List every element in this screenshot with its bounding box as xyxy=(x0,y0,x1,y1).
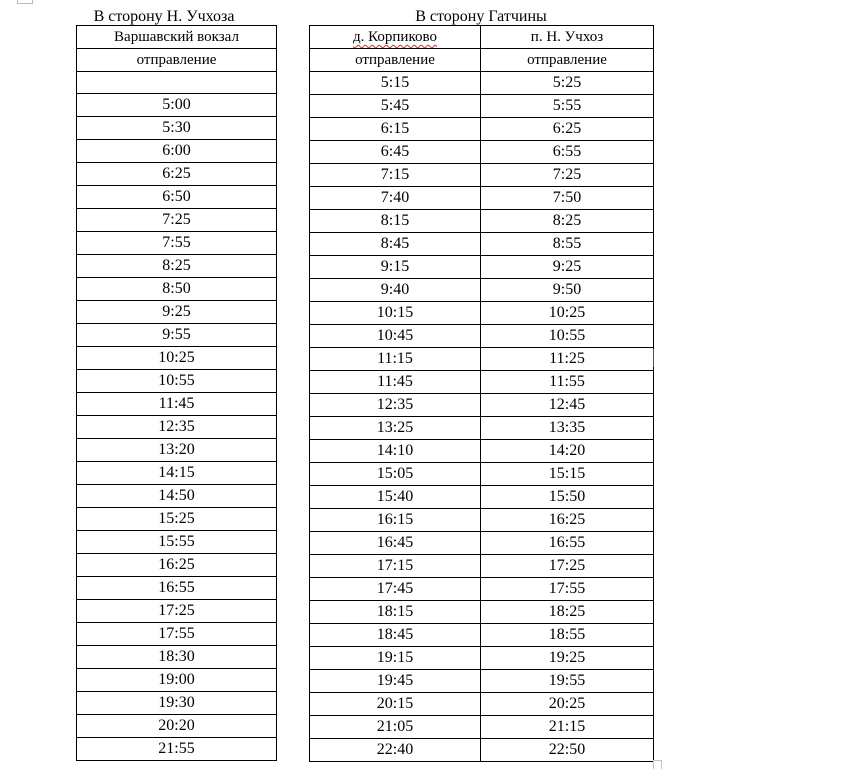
table-row xyxy=(77,393,277,416)
n-uchkhoz-departure-cell: 6:55 xyxy=(481,141,654,164)
table-row xyxy=(310,509,654,532)
n-uchkhoz-departure-cell: 11:25 xyxy=(481,348,654,371)
table-row xyxy=(310,95,654,118)
korpikovo-departure-cell: 9:15 xyxy=(310,256,481,279)
n-uchkhoz-departure-cell: 15:15 xyxy=(481,463,654,486)
table-row xyxy=(77,117,277,140)
departure-time-cell: 10:55 xyxy=(77,370,277,393)
departure-time-cell: 16:55 xyxy=(77,577,277,600)
korpikovo-departure-cell: 19:45 xyxy=(310,670,481,693)
korpikovo-departure-cell: 17:45 xyxy=(310,578,481,601)
table-row xyxy=(310,670,654,693)
station-header-korpikovo xyxy=(310,26,481,49)
korpikovo-departure-cell: 16:45 xyxy=(310,532,481,555)
n-uchkhoz-departure-cell: 14:20 xyxy=(481,440,654,463)
korpikovo-departure-cell: 13:25 xyxy=(310,417,481,440)
table-row xyxy=(77,577,277,600)
table-row xyxy=(310,417,654,440)
table-row xyxy=(310,72,654,95)
table-row xyxy=(310,210,654,233)
table-row xyxy=(310,141,654,164)
table-row xyxy=(310,394,654,417)
departure-time-cell: 5:00 xyxy=(77,94,277,117)
departure-time-cell: 14:50 xyxy=(77,485,277,508)
korpikovo-departure-cell: 21:05 xyxy=(310,716,481,739)
n-uchkhoz-departure-cell: 18:55 xyxy=(481,624,654,647)
table-row xyxy=(77,163,277,186)
station-name-korpikovo: д. Корпиково xyxy=(353,29,437,45)
n-uchkhoz-departure-cell: 7:25 xyxy=(481,164,654,187)
n-uchkhoz-departure-cell: 15:50 xyxy=(481,486,654,509)
departure-time-cell: 11:45 xyxy=(77,393,277,416)
n-uchkhoz-departure-cell: 5:55 xyxy=(481,95,654,118)
departure-time-cell: 12:35 xyxy=(77,416,277,439)
n-uchkhoz-departure-cell: 16:25 xyxy=(481,509,654,532)
korpikovo-departure-cell: 22:40 xyxy=(310,739,481,762)
table-row xyxy=(77,600,277,623)
table-row xyxy=(77,439,277,462)
n-uchkhoz-departure-cell: 7:50 xyxy=(481,187,654,210)
table-row xyxy=(310,302,654,325)
table-subheader-row xyxy=(77,49,277,72)
table-row xyxy=(310,739,654,762)
korpikovo-departure-cell: 5:45 xyxy=(310,95,481,118)
page-margin-marker xyxy=(653,760,662,769)
table-row xyxy=(310,164,654,187)
n-uchkhoz-departure-cell: 17:25 xyxy=(481,555,654,578)
departure-time-cell: 13:20 xyxy=(77,439,277,462)
table-row xyxy=(310,233,654,256)
departure-time-cell: 8:50 xyxy=(77,278,277,301)
table-row xyxy=(77,416,277,439)
korpikovo-departure-cell: 16:15 xyxy=(310,509,481,532)
table-row xyxy=(77,301,277,324)
table-row xyxy=(310,371,654,394)
table-row xyxy=(77,462,277,485)
departure-time-cell: 19:30 xyxy=(77,692,277,715)
table-header-row xyxy=(310,26,654,49)
n-uchkhoz-departure-cell: 12:45 xyxy=(481,394,654,417)
table-row xyxy=(310,578,654,601)
n-uchkhoz-departure-cell: 16:55 xyxy=(481,532,654,555)
korpikovo-departure-cell: 8:15 xyxy=(310,210,481,233)
korpikovo-departure-cell: 20:15 xyxy=(310,693,481,716)
table-row xyxy=(77,715,277,738)
korpikovo-departure-cell: 11:15 xyxy=(310,348,481,371)
table-row xyxy=(77,738,277,761)
departure-time-cell: 17:55 xyxy=(77,623,277,646)
n-uchkhoz-departure-cell: 13:35 xyxy=(481,417,654,440)
n-uchkhoz-departure-cell: 20:25 xyxy=(481,693,654,716)
schedule-table-to-gatchina xyxy=(309,25,654,762)
table-row xyxy=(77,140,277,163)
n-uchkhoz-departure-cell: 5:25 xyxy=(481,72,654,95)
departure-time-cell: 18:30 xyxy=(77,646,277,669)
departure-time-cell: 17:25 xyxy=(77,600,277,623)
table-row xyxy=(77,209,277,232)
table-row xyxy=(310,532,654,555)
departure-time-cell: 7:25 xyxy=(77,209,277,232)
text-cursor xyxy=(653,349,654,367)
korpikovo-departure-cell: 9:40 xyxy=(310,279,481,302)
heading-to-gatchina: В сторону Гатчины xyxy=(415,8,547,25)
korpikovo-departure-cell: 11:45 xyxy=(310,371,481,394)
departure-time-cell: 16:25 xyxy=(77,554,277,577)
korpikovo-departure-cell: 15:40 xyxy=(310,486,481,509)
departure-time-cell xyxy=(77,72,277,94)
korpikovo-departure-cell: 15:05 xyxy=(310,463,481,486)
korpikovo-departure-cell: 17:15 xyxy=(310,555,481,578)
table-row xyxy=(310,555,654,578)
table-row xyxy=(77,347,277,370)
departure-time-cell: 15:55 xyxy=(77,531,277,554)
korpikovo-departure-cell: 7:15 xyxy=(310,164,481,187)
n-uchkhoz-departure-cell: 19:25 xyxy=(481,647,654,670)
departure-label: отправление xyxy=(77,49,277,72)
station-header-varshavsky: Варшавский вокзал xyxy=(77,26,277,49)
table-row xyxy=(77,669,277,692)
departure-time-cell: 14:15 xyxy=(77,462,277,485)
table-header-row xyxy=(77,26,277,49)
n-uchkhoz-departure-cell: 10:25 xyxy=(481,302,654,325)
departure-time-cell: 6:50 xyxy=(77,186,277,209)
table-row xyxy=(310,325,654,348)
korpikovo-departure-cell: 10:45 xyxy=(310,325,481,348)
n-uchkhoz-departure-cell: 21:15 xyxy=(481,716,654,739)
table-row xyxy=(310,463,654,486)
table-row xyxy=(310,716,654,739)
departure-time-cell: 5:30 xyxy=(77,117,277,140)
n-uchkhoz-departure-cell: 11:55 xyxy=(481,371,654,394)
table-row xyxy=(77,324,277,347)
schedule-table-to-n-uchkhoz xyxy=(76,25,277,761)
departure-time-cell: 20:20 xyxy=(77,715,277,738)
korpikovo-departure-cell: 8:45 xyxy=(310,233,481,256)
table-row xyxy=(77,232,277,255)
departure-time-cell: 6:25 xyxy=(77,163,277,186)
table-row xyxy=(77,623,277,646)
n-uchkhoz-departure-cell: 19:55 xyxy=(481,670,654,693)
table-row xyxy=(77,485,277,508)
korpikovo-departure-cell: 6:45 xyxy=(310,141,481,164)
departure-time-cell: 10:25 xyxy=(77,347,277,370)
departure-time-cell: 7:55 xyxy=(77,232,277,255)
korpikovo-departure-cell: 12:35 xyxy=(310,394,481,417)
n-uchkhoz-departure-cell: 18:25 xyxy=(481,601,654,624)
departure-time-cell: 8:25 xyxy=(77,255,277,278)
table-subheader-row xyxy=(310,49,654,72)
korpikovo-departure-cell: 6:15 xyxy=(310,118,481,141)
station-header-n-uchkhoz: п. Н. Учхоз xyxy=(481,26,654,49)
korpikovo-departure-cell: 7:40 xyxy=(310,187,481,210)
table-row xyxy=(77,508,277,531)
page-corner-marker xyxy=(17,0,33,4)
departure-time-cell: 19:00 xyxy=(77,669,277,692)
korpikovo-departure-cell: 10:15 xyxy=(310,302,481,325)
table-row xyxy=(310,279,654,302)
heading-to-n-uchkhoz: В сторону Н. Учхоза xyxy=(93,8,235,25)
departure-time-cell: 6:00 xyxy=(77,140,277,163)
korpikovo-departure-cell: 19:15 xyxy=(310,647,481,670)
table-row xyxy=(310,118,654,141)
table-row xyxy=(77,692,277,715)
table-row xyxy=(77,278,277,301)
korpikovo-departure-cell: 18:15 xyxy=(310,601,481,624)
departure-time-cell: 21:55 xyxy=(77,738,277,761)
n-uchkhoz-departure-cell: 8:55 xyxy=(481,233,654,256)
table-row xyxy=(310,256,654,279)
table-row xyxy=(77,94,277,117)
departure-time-cell: 9:55 xyxy=(77,324,277,347)
table-row xyxy=(77,255,277,278)
table-row xyxy=(310,647,654,670)
table-row xyxy=(310,440,654,463)
korpikovo-departure-cell: 14:10 xyxy=(310,440,481,463)
table-row xyxy=(77,646,277,669)
departure-time-cell: 15:25 xyxy=(77,508,277,531)
table-row xyxy=(77,554,277,577)
departure-time-cell: 9:25 xyxy=(77,301,277,324)
n-uchkhoz-departure-cell: 6:25 xyxy=(481,118,654,141)
n-uchkhoz-departure-cell: 10:55 xyxy=(481,325,654,348)
departure-label: отправление xyxy=(310,49,481,72)
n-uchkhoz-departure-cell: 22:50 xyxy=(481,739,654,762)
table-row xyxy=(310,601,654,624)
table-row xyxy=(310,187,654,210)
table-row xyxy=(310,486,654,509)
n-uchkhoz-departure-cell: 8:25 xyxy=(481,210,654,233)
table-row xyxy=(310,624,654,647)
korpikovo-departure-cell: 18:45 xyxy=(310,624,481,647)
korpikovo-departure-cell: 5:15 xyxy=(310,72,481,95)
n-uchkhoz-departure-cell: 9:25 xyxy=(481,256,654,279)
departure-label: отправление xyxy=(481,49,654,72)
table-row xyxy=(77,531,277,554)
table-row xyxy=(77,72,277,94)
n-uchkhoz-departure-cell: 9:50 xyxy=(481,279,654,302)
table-row xyxy=(310,693,654,716)
table-row xyxy=(310,348,654,371)
table-row xyxy=(77,186,277,209)
table-row xyxy=(77,370,277,393)
n-uchkhoz-departure-cell: 17:55 xyxy=(481,578,654,601)
